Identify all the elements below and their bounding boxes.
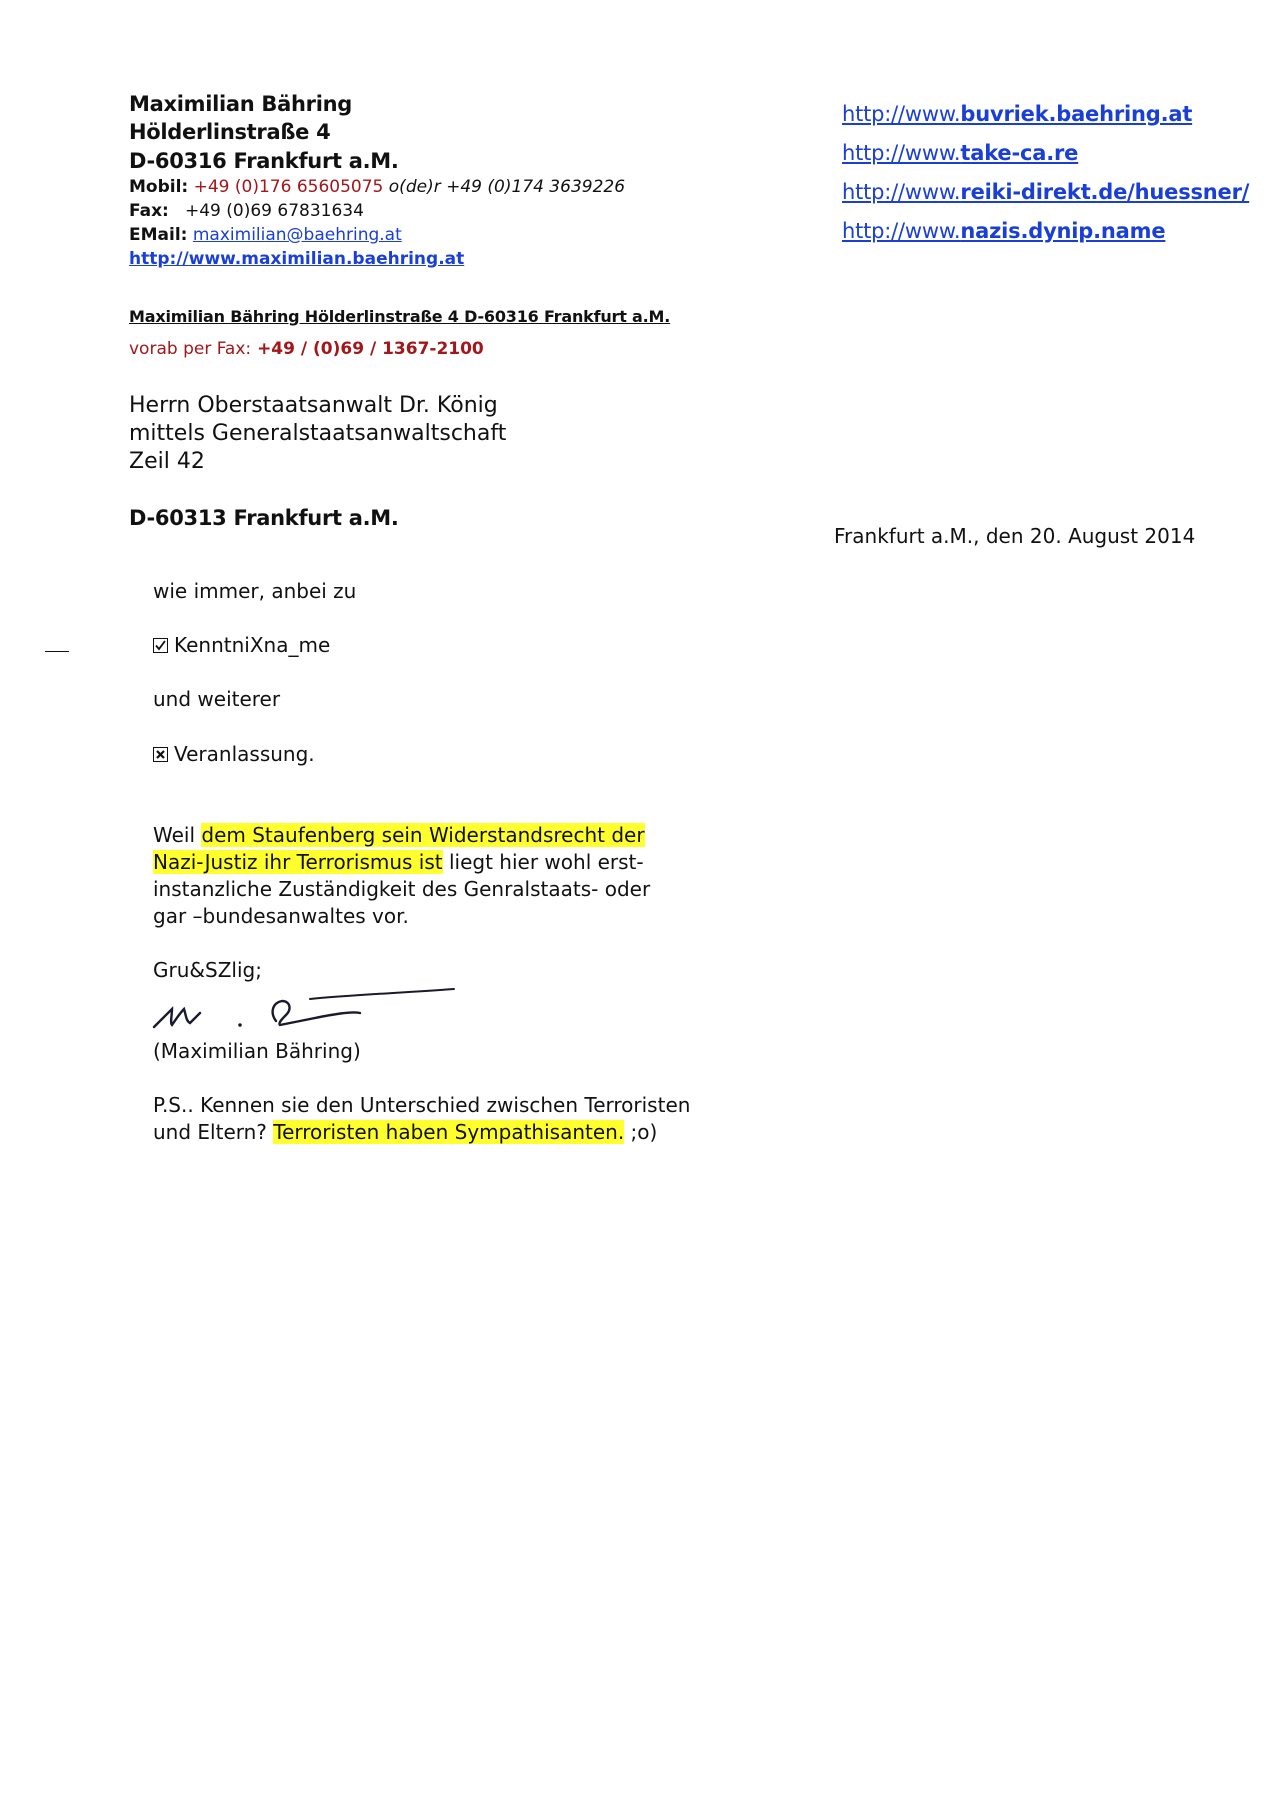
paragraph-line-1: [153, 822, 645, 849]
site-link-domain: buvriek.baehring.at: [960, 102, 1193, 126]
fax-advance-line: [129, 339, 484, 359]
site-link-domain: reiki-direkt.de/huessner/: [960, 180, 1250, 204]
highlight-text: Terroristen haben Sympathisanten.: [273, 1120, 625, 1144]
highlight-text: Nazi-Justiz ihr Terrorismus ist: [153, 850, 443, 874]
return-address: Maximilian Bähring Hölderlinstraße 4 D-60316 Frankfurt a.M.: [129, 307, 671, 326]
site-link-reiki[interactable]: [842, 180, 1249, 204]
fax-number: +49 (0)69 67831634: [185, 201, 364, 221]
checkmark-box-icon: [153, 638, 168, 653]
sender-street: Hölderlinstraße 4: [129, 120, 331, 144]
intro-text: wie immer, anbei zu: [153, 579, 357, 603]
sender-website-line: [129, 248, 464, 270]
site-link-prefix: http://www.: [842, 102, 961, 126]
margin-fold-mark: [45, 651, 69, 652]
sender-website-link[interactable]: http://www.maximilian.baehring.at: [129, 249, 465, 269]
mobile-label: Mobil:: [129, 177, 189, 197]
paragraph-line-4: gar –bundesanwaltes vor.: [153, 904, 409, 928]
email-link[interactable]: maximilian@baehring.at: [192, 225, 402, 245]
highlight-text: dem Staufenberg sein Widerstandsrecht der: [201, 823, 645, 847]
site-link-prefix: http://www.: [842, 219, 961, 243]
recipient-line-3: Zeil 42: [129, 449, 205, 474]
ps-text: und Eltern?: [153, 1120, 274, 1144]
sender-email-line: [129, 224, 402, 246]
check-item-label: Veranlassung.: [174, 742, 315, 766]
site-link-prefix: http://www.: [842, 180, 961, 204]
site-link-domain: nazis.dynip.name: [960, 219, 1166, 243]
site-link-nazis[interactable]: [842, 219, 1165, 243]
mobile-separator: o(de)r: [388, 177, 441, 197]
sender-city: D-60316 Frankfurt a.M.: [129, 149, 399, 173]
sender-mobile-line: [129, 176, 625, 198]
middle-text: und weiterer: [153, 687, 281, 711]
check-item-kenntnisnahme: [153, 632, 330, 659]
paragraph-text: liegt hier wohl erst-: [442, 850, 644, 874]
mobile-number-1: +49 (0)176 65605075: [193, 177, 384, 197]
mobile-number-2: +49 (0)174 3639226: [446, 177, 626, 197]
site-link-buvriek[interactable]: [842, 102, 1192, 126]
paragraph-line-2: [153, 849, 644, 876]
ps-emoticon: ;o): [624, 1120, 658, 1144]
ps-line-1: P.S.. Kennen sie den Unterschied zwischen Terroristen: [153, 1093, 691, 1117]
fax-advance-label: vorab per Fax:: [129, 339, 252, 359]
recipient-city: D-60313 Frankfurt a.M.: [129, 506, 399, 530]
paragraph-start: Weil: [153, 823, 202, 847]
recipient-line-2: mittels Generalstaatsanwaltschaft: [129, 421, 507, 446]
ps-line-2: [153, 1119, 657, 1146]
greeting: Gru&SZlig;: [153, 958, 262, 982]
recipient-line-1: Herrn Oberstaatsanwalt Dr. König: [129, 393, 498, 418]
sender-fax-line: [129, 200, 364, 222]
signature-name: (Maximilian Bähring): [153, 1039, 361, 1063]
site-link-take-care[interactable]: [842, 141, 1078, 165]
email-label: EMail:: [129, 225, 188, 245]
check-item-label: KenntniXna_me: [174, 633, 331, 657]
sender-name: Maximilian Bähring: [129, 92, 352, 116]
letter-date: Frankfurt a.M., den 20. August 2014: [834, 524, 1196, 548]
fax-label: Fax:: [129, 201, 169, 221]
crossmark-box-icon: [153, 747, 168, 762]
fax-advance-number: +49 / (0)69 / 1367-2100: [257, 339, 484, 359]
check-item-veranlassung: [153, 741, 315, 768]
paragraph-line-3: instanzliche Zuständigkeit des Genralstaats- oder: [153, 877, 651, 901]
site-link-domain: take-ca.re: [960, 141, 1079, 165]
handwritten-signature: [150, 985, 470, 1035]
site-link-prefix: http://www.: [842, 141, 961, 165]
